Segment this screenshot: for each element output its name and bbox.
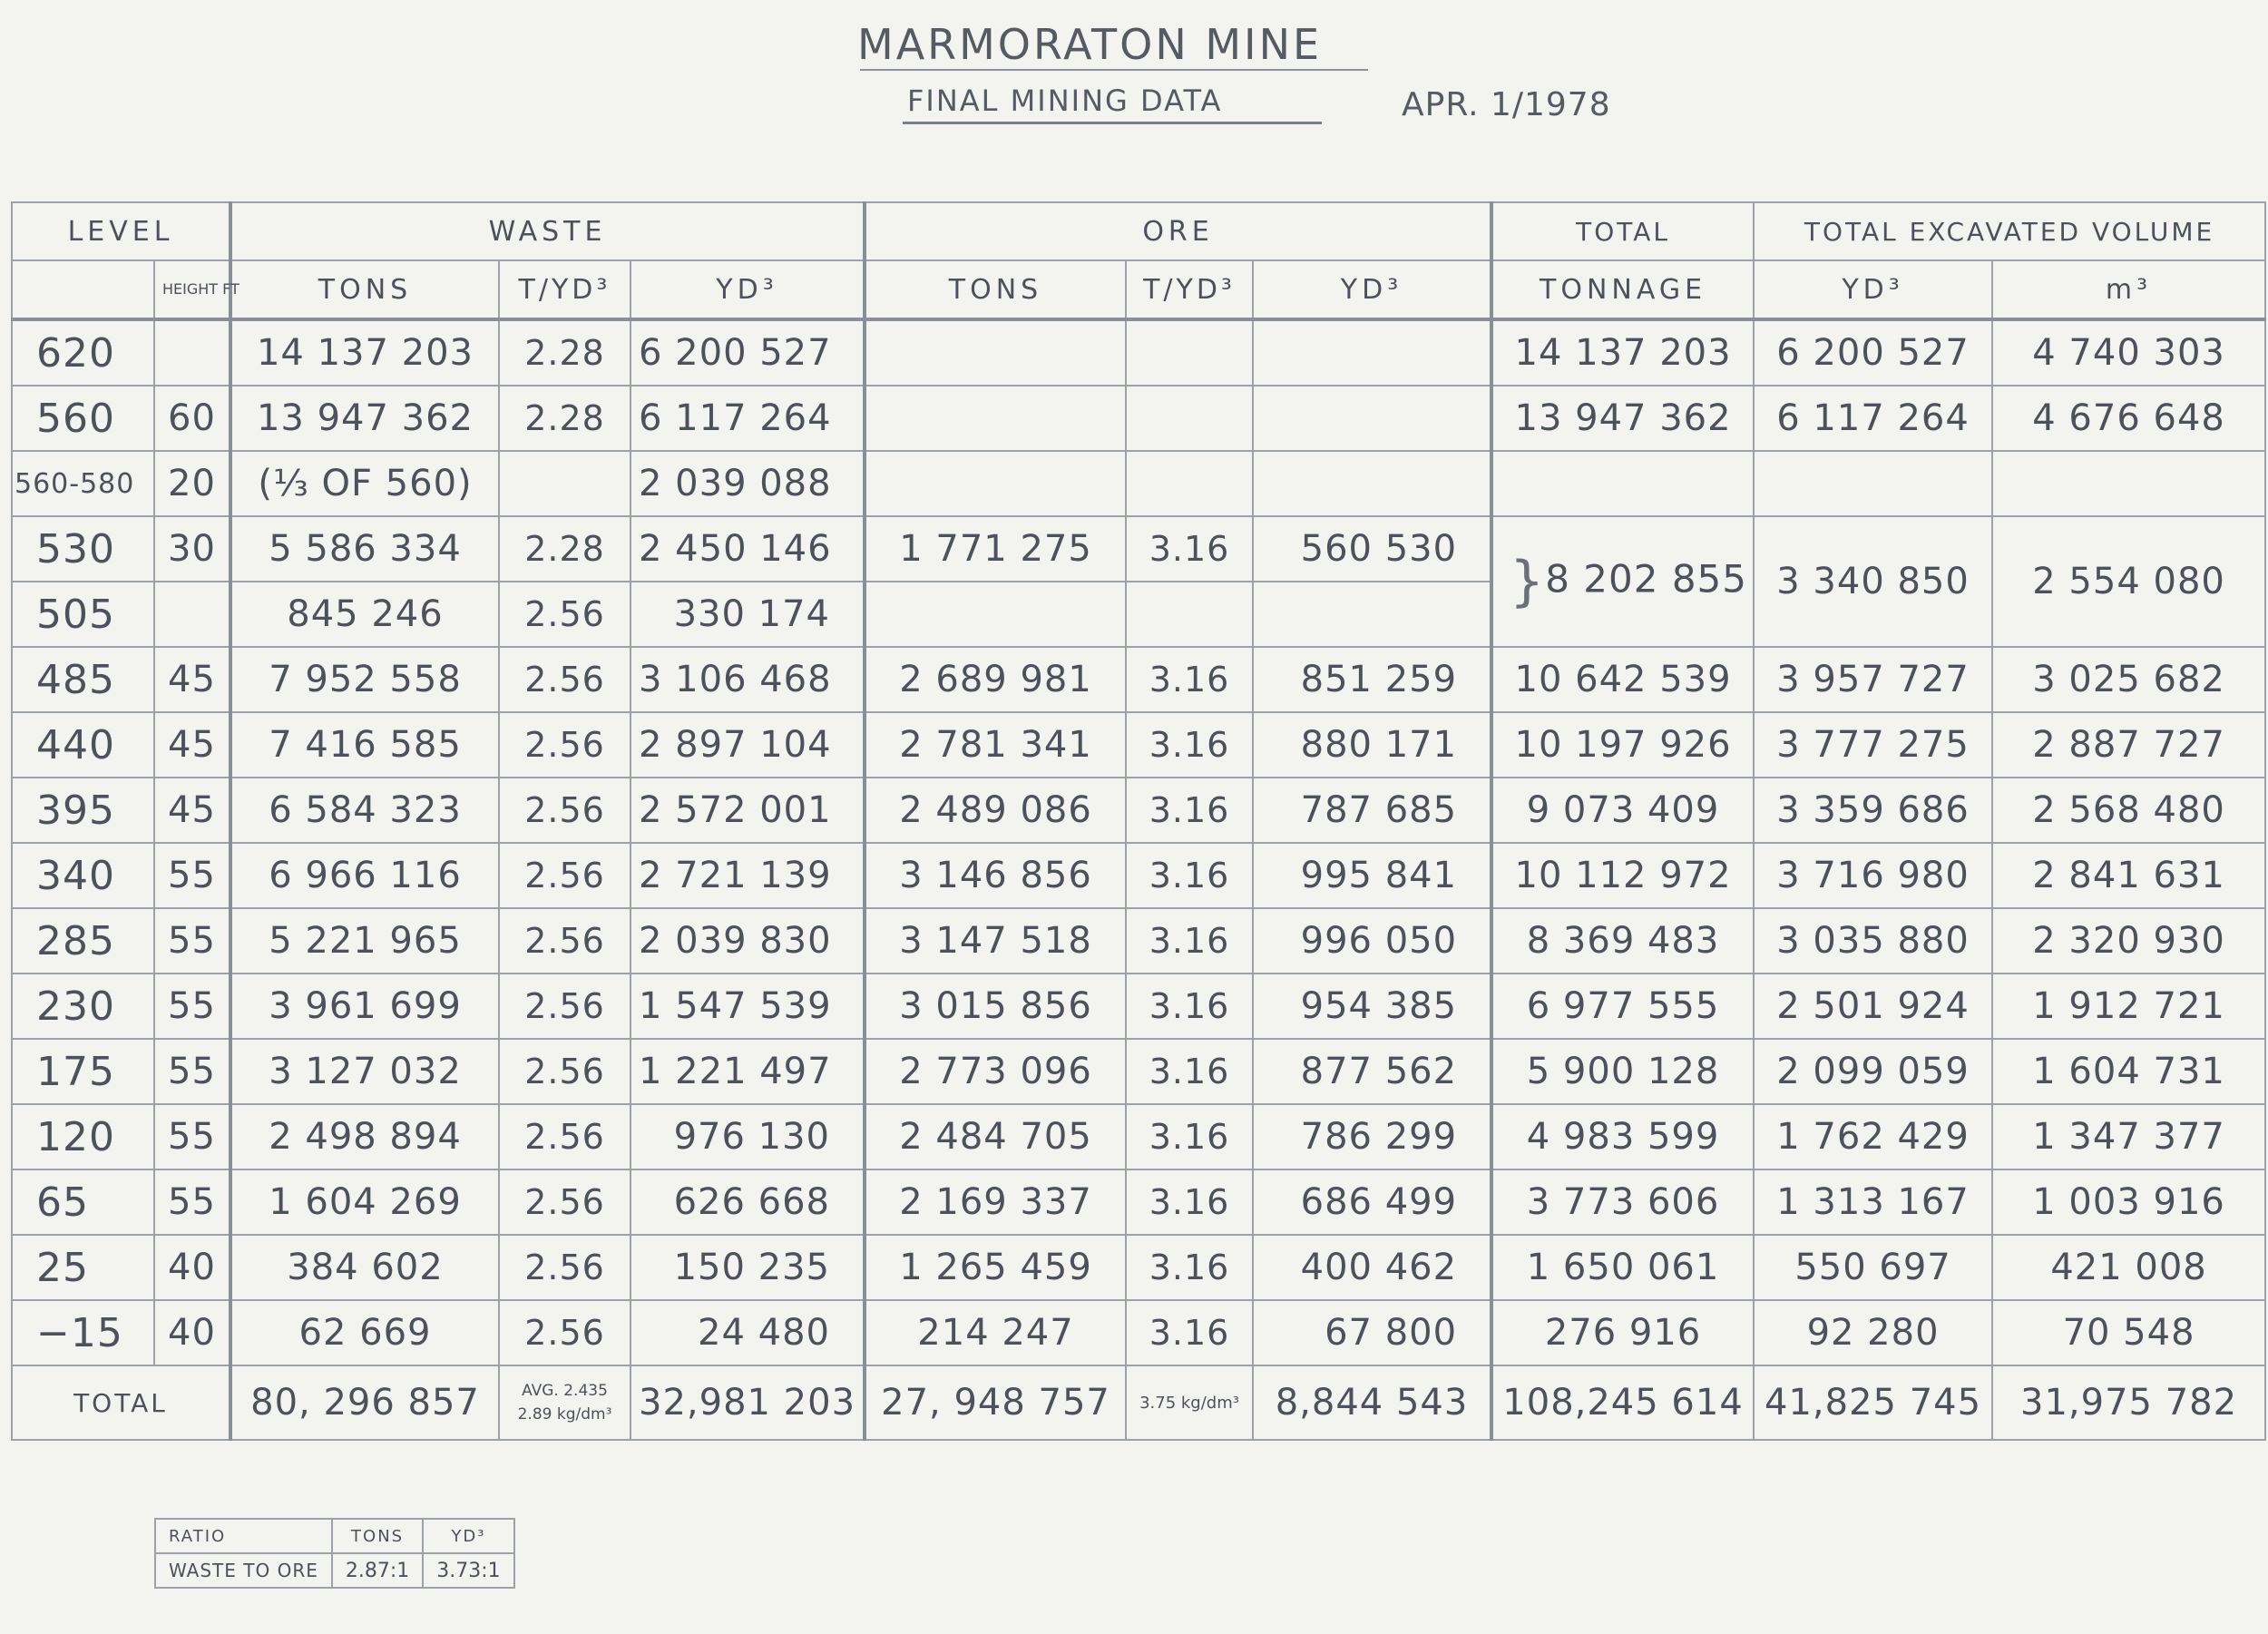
waste-density-cell: 2.56	[499, 1169, 631, 1235]
waste-yd3-cell: 330 174	[631, 582, 865, 647]
height-cell: 20	[154, 451, 230, 516]
level-cell: −15	[12, 1300, 154, 1365]
excavated-yd3-cell: 2 099 059	[1754, 1039, 1992, 1104]
ratio-tons-value: 2.87:1	[332, 1553, 423, 1588]
ratio-value-row	[155, 1553, 514, 1588]
ore-density-cell: 3.16	[1126, 516, 1253, 582]
ore-tons-cell: 214 247	[865, 1300, 1126, 1365]
tonnage-cell: 9 073 409	[1491, 778, 1754, 843]
waste-yd3-cell: 1 221 497	[631, 1039, 865, 1104]
ore-tons-cell: 2 773 096	[865, 1039, 1126, 1104]
excavated-m3-cell: 421 008	[1992, 1235, 2265, 1300]
excavated-yd3-cell: 550 697	[1754, 1235, 1992, 1300]
ratio-label: RATIO	[155, 1519, 332, 1553]
waste-yd3-cell: 150 235	[631, 1235, 865, 1300]
excavated-yd3-cell: 3 359 686	[1754, 778, 1992, 843]
subtitle-underline	[903, 122, 1322, 124]
ore-density-cell	[1126, 451, 1253, 516]
excavated-m3-cell: 70 548	[1992, 1300, 2265, 1365]
table-row	[12, 516, 2265, 582]
ore-yd3-cell: 400 462	[1253, 1235, 1491, 1300]
ore-density-cell: 3.16	[1126, 1169, 1253, 1235]
table-row	[12, 451, 2265, 516]
waste-density-cell: 2.56	[499, 908, 631, 974]
total-row	[12, 1365, 2265, 1440]
ore-density-cell: 3.16	[1126, 974, 1253, 1039]
waste-tons-cell: 3 127 032	[230, 1039, 499, 1104]
title-underline	[860, 69, 1368, 71]
total-ore-density: 3.75 kg/dm³	[1126, 1365, 1253, 1440]
waste-yd3-cell: 6 200 527	[631, 319, 865, 386]
excavated-yd3-cell	[1754, 451, 1992, 516]
total-label: TOTAL	[12, 1365, 230, 1440]
height-cell: 45	[154, 778, 230, 843]
ore-tons-cell: 1 771 275	[865, 516, 1126, 582]
waste-density-cell: 2.56	[499, 1300, 631, 1365]
level-cell: 230	[12, 974, 154, 1039]
ratio-row-label: WASTE TO ORE	[155, 1553, 332, 1588]
level-cell: 560	[12, 386, 154, 451]
total-ore-yd3: 8,844 543	[1253, 1365, 1491, 1440]
ore-yd3-cell	[1253, 319, 1491, 386]
ore-density-cell: 3.16	[1126, 1300, 1253, 1365]
tonnage-cell: 5 900 128	[1491, 1039, 1754, 1104]
waste-density-cell	[499, 451, 631, 516]
total-waste-density	[499, 1365, 631, 1440]
ore-yd3-cell	[1253, 451, 1491, 516]
waste-density-cell: 2.28	[499, 516, 631, 582]
ore-yd3-cell: 560 530	[1253, 516, 1491, 582]
excavated-m3-header: m³	[1992, 260, 2265, 319]
header-row-group	[12, 202, 2265, 260]
excavated-m3-cell: 1 003 916	[1992, 1169, 2265, 1235]
ore-yd3-cell: 686 499	[1253, 1169, 1491, 1235]
ratio-tons-header: TONS	[332, 1519, 423, 1553]
ore-tons-cell: 2 689 981	[865, 647, 1126, 712]
excavated-m3-cell: 2 887 727	[1992, 712, 2265, 778]
table-row	[12, 712, 2265, 778]
level-cell: 485	[12, 647, 154, 712]
ore-tons-cell: 2 781 341	[865, 712, 1126, 778]
table-row	[12, 1104, 2265, 1169]
waste-yd3-cell: 2 450 146	[631, 516, 865, 582]
waste-yd3-cell: 2 039 830	[631, 908, 865, 974]
total-excavated-yd3: 41,825 745	[1754, 1365, 1992, 1440]
ore-tons-cell: 2 484 705	[865, 1104, 1126, 1169]
total-waste-tons: 80, 296 857	[230, 1365, 499, 1440]
table-row	[12, 319, 2265, 386]
tonnage-cell	[1491, 451, 1754, 516]
excavated-yd3-cell: 92 280	[1754, 1300, 1992, 1365]
excavated-yd3-cell: 3 716 980	[1754, 843, 1992, 908]
height-cell: 45	[154, 647, 230, 712]
height-cell: 55	[154, 974, 230, 1039]
ore-tons-cell: 1 265 459	[865, 1235, 1126, 1300]
ore-tons-cell	[865, 386, 1126, 451]
height-cell: 55	[154, 908, 230, 974]
height-cell	[154, 319, 230, 386]
waste-density-cell: 2.56	[499, 1104, 631, 1169]
excavated-yd3-cell: 6 200 527	[1754, 319, 1992, 386]
waste-density-cell: 2.28	[499, 319, 631, 386]
waste-tons-header: TONS	[230, 260, 499, 319]
level-cell: 620	[12, 319, 154, 386]
ore-density-cell: 3.16	[1126, 1235, 1253, 1300]
waste-density-cell: 2.56	[499, 1039, 631, 1104]
waste-yd3-cell: 2 721 139	[631, 843, 865, 908]
total-waste-yd3: 32,981 203	[631, 1365, 865, 1440]
excavated-m3-cell: 2 841 631	[1992, 843, 2265, 908]
waste-tons-cell: 1 604 269	[230, 1169, 499, 1235]
tonnage-cell: 13 947 362	[1491, 386, 1754, 451]
table-row	[12, 843, 2265, 908]
ore-density-cell: 3.16	[1126, 843, 1253, 908]
waste-tons-cell: 7 416 585	[230, 712, 499, 778]
waste-yd3-cell: 3 106 468	[631, 647, 865, 712]
waste-yd3-cell: 976 130	[631, 1104, 865, 1169]
ore-yd3-cell: 995 841	[1253, 843, 1491, 908]
level-cell: 505	[12, 582, 154, 647]
excavated-volume-header: TOTAL EXCAVATED VOLUME	[1754, 202, 2265, 260]
waste-density-cell: 2.56	[499, 712, 631, 778]
table-row	[12, 1300, 2265, 1365]
waste-density-header: T/YD³	[499, 260, 631, 319]
ore-density-cell: 3.16	[1126, 778, 1253, 843]
height-cell: 55	[154, 1104, 230, 1169]
merged-tonnage-value: 8 202 855	[1545, 556, 1747, 602]
ore-density-cell	[1126, 582, 1253, 647]
ratio-header-row	[155, 1519, 514, 1553]
ore-tons-cell	[865, 451, 1126, 516]
table-row	[12, 778, 2265, 843]
ore-tons-cell	[865, 319, 1126, 386]
waste-yd3-cell: 626 668	[631, 1169, 865, 1235]
ore-yd3-cell: 787 685	[1253, 778, 1491, 843]
tonnage-cell: 3 773 606	[1491, 1169, 1754, 1235]
ore-tons-cell: 3 147 518	[865, 908, 1126, 974]
ore-yd3-cell	[1253, 386, 1491, 451]
table-row	[12, 647, 2265, 712]
waste-yd3-cell: 1 547 539	[631, 974, 865, 1039]
waste-tons-cell: 14 137 203	[230, 319, 499, 386]
ore-tons-cell: 2 169 337	[865, 1169, 1126, 1235]
excavated-m3-cell: 3 025 682	[1992, 647, 2265, 712]
excavated-m3-cell: 4 740 303	[1992, 319, 2265, 386]
waste-header: WASTE	[230, 202, 865, 260]
waste-yd3-cell: 2 572 001	[631, 778, 865, 843]
waste-density-cell: 2.56	[499, 1235, 631, 1300]
height-cell: 55	[154, 843, 230, 908]
level-header: LEVEL	[12, 202, 230, 260]
ratio-yd3-header: YD³	[423, 1519, 513, 1553]
waste-density-cell: 2.56	[499, 582, 631, 647]
ore-yd3-cell	[1253, 582, 1491, 647]
ore-yd3-header: YD³	[1253, 260, 1491, 319]
level-cell: 395	[12, 778, 154, 843]
ratio-yd3-value: 3.73:1	[423, 1553, 513, 1588]
tonnage-cell: 10 642 539	[1491, 647, 1754, 712]
tonnage-cell: 6 977 555	[1491, 974, 1754, 1039]
waste-tons-cell: 5 221 965	[230, 908, 499, 974]
ore-tons-cell	[865, 582, 1126, 647]
waste-density-cell: 2.56	[499, 647, 631, 712]
waste-avg-line: AVG. 2.435	[522, 1382, 608, 1400]
waste-density-cell: 2.56	[499, 778, 631, 843]
ore-density-cell	[1126, 386, 1253, 451]
tonnage-cell: 8 369 483	[1491, 908, 1754, 974]
ore-yd3-cell: 996 050	[1253, 908, 1491, 974]
excavated-yd3-header: YD³	[1754, 260, 1992, 319]
excavated-yd3-cell: 6 117 264	[1754, 386, 1992, 451]
excavated-yd3-cell: 1 313 167	[1754, 1169, 1992, 1235]
waste-density-cell: 2.56	[499, 843, 631, 908]
excavated-yd3-cell: 1 762 429	[1754, 1104, 1992, 1169]
excavated-yd3-cell: 3 957 727	[1754, 647, 1992, 712]
waste-density-cell: 2.56	[499, 974, 631, 1039]
level-subheader	[12, 260, 154, 319]
tonnage-cell: 14 137 203	[1491, 319, 1754, 386]
merged-tonnage-cell	[1491, 516, 1754, 647]
document-subtitle: FINAL MINING DATA	[907, 83, 1223, 118]
ore-density-header: T/YD³	[1126, 260, 1253, 319]
excavated-m3-cell	[1992, 451, 2265, 516]
table-row	[12, 1039, 2265, 1104]
waste-yd3-cell: 24 480	[631, 1300, 865, 1365]
level-cell: 560-580	[12, 451, 154, 516]
waste-tons-cell: 62 669	[230, 1300, 499, 1365]
height-cell: 45	[154, 712, 230, 778]
ore-density-cell: 3.16	[1126, 1039, 1253, 1104]
tonnage-cell: 1 650 061	[1491, 1235, 1754, 1300]
excavated-yd3-cell: 3 777 275	[1754, 712, 1992, 778]
waste-tons-cell: 845 246	[230, 582, 499, 647]
tonnage-cell: 10 197 926	[1491, 712, 1754, 778]
level-cell: 65	[12, 1169, 154, 1235]
level-cell: 285	[12, 908, 154, 974]
waste-tons-cell: 2 498 894	[230, 1104, 499, 1169]
excavated-m3-cell: 1 604 731	[1992, 1039, 2265, 1104]
ore-tons-cell: 2 489 086	[865, 778, 1126, 843]
tonnage-header: TONNAGE	[1491, 260, 1754, 319]
height-ft-header: HEIGHT FT	[154, 260, 230, 319]
ore-tons-cell: 3 015 856	[865, 974, 1126, 1039]
waste-tons-cell: 5 586 334	[230, 516, 499, 582]
height-cell: 55	[154, 1039, 230, 1104]
ore-yd3-cell: 786 299	[1253, 1104, 1491, 1169]
excavated-yd3-cell: 3 035 880	[1754, 908, 1992, 974]
waste-tons-cell: 7 952 558	[230, 647, 499, 712]
tonnage-cell: 276 916	[1491, 1300, 1754, 1365]
level-cell: 530	[12, 516, 154, 582]
excavated-yd3-cell: 2 501 924	[1754, 974, 1992, 1039]
ore-yd3-cell: 67 800	[1253, 1300, 1491, 1365]
waste-yd3-cell: 2 039 088	[631, 451, 865, 516]
ore-tons-header: TONS	[865, 260, 1126, 319]
brace-mark: }	[1510, 550, 1546, 613]
excavated-m3-cell: 1 912 721	[1992, 974, 2265, 1039]
level-cell: 340	[12, 843, 154, 908]
waste-yd3-cell: 2 897 104	[631, 712, 865, 778]
document-title: MARMORATON MINE	[857, 20, 1323, 69]
level-cell: 120	[12, 1104, 154, 1169]
table-row	[12, 386, 2265, 451]
waste-density-cell: 2.28	[499, 386, 631, 451]
table-row	[12, 908, 2265, 974]
ore-yd3-cell: 880 171	[1253, 712, 1491, 778]
table-body	[12, 319, 2265, 1365]
waste-tons-cell: 6 966 116	[230, 843, 499, 908]
ore-header: ORE	[865, 202, 1491, 260]
excavated-m3-cell: 2 568 480	[1992, 778, 2265, 843]
ore-yd3-cell: 954 385	[1253, 974, 1491, 1039]
height-cell: 30	[154, 516, 230, 582]
height-cell	[154, 582, 230, 647]
height-cell: 40	[154, 1235, 230, 1300]
height-cell: 60	[154, 386, 230, 451]
ore-density-cell: 3.16	[1126, 1104, 1253, 1169]
ore-yd3-cell: 877 562	[1253, 1039, 1491, 1104]
excavated-m3-cell: 1 347 377	[1992, 1104, 2265, 1169]
merged-excavated-yd3-cell: 3 340 850	[1754, 516, 1992, 647]
total-tonnage: 108,245 614	[1491, 1365, 1754, 1440]
waste-tons-cell: 13 947 362	[230, 386, 499, 451]
ore-density-cell: 3.16	[1126, 712, 1253, 778]
excavated-m3-cell: 4 676 648	[1992, 386, 2265, 451]
table-row	[12, 974, 2265, 1039]
total-header: TOTAL	[1491, 202, 1754, 260]
ore-density-cell	[1126, 319, 1253, 386]
header-row-sub	[12, 260, 2265, 319]
level-cell: 25	[12, 1235, 154, 1300]
ore-density-cell: 3.16	[1126, 908, 1253, 974]
waste-tons-cell: 3 961 699	[230, 974, 499, 1039]
waste-tons-cell: (⅓ OF 560)	[230, 451, 499, 516]
table-row	[12, 1235, 2265, 1300]
document-date: APR. 1/1978	[1402, 86, 1611, 123]
waste-avg-kg: 2.89 kg/dm³	[517, 1405, 612, 1424]
level-cell: 440	[12, 712, 154, 778]
level-cell: 175	[12, 1039, 154, 1104]
ratio-table	[154, 1518, 515, 1589]
ore-tons-cell: 3 146 856	[865, 843, 1126, 908]
ore-density-cell: 3.16	[1126, 647, 1253, 712]
height-cell: 55	[154, 1169, 230, 1235]
excavated-m3-cell: 2 320 930	[1992, 908, 2265, 974]
waste-yd3-header: YD³	[631, 260, 865, 319]
mining-data-table	[11, 201, 2266, 1441]
tonnage-cell: 10 112 972	[1491, 843, 1754, 908]
total-ore-tons: 27, 948 757	[865, 1365, 1126, 1440]
tonnage-cell: 4 983 599	[1491, 1104, 1754, 1169]
table-row	[12, 1169, 2265, 1235]
ore-yd3-cell: 851 259	[1253, 647, 1491, 712]
waste-yd3-cell: 6 117 264	[631, 386, 865, 451]
total-excavated-m3: 31,975 782	[1992, 1365, 2265, 1440]
waste-tons-cell: 6 584 323	[230, 778, 499, 843]
height-cell: 40	[154, 1300, 230, 1365]
waste-tons-cell: 384 602	[230, 1235, 499, 1300]
merged-excavated-m3-cell: 2 554 080	[1992, 516, 2265, 647]
